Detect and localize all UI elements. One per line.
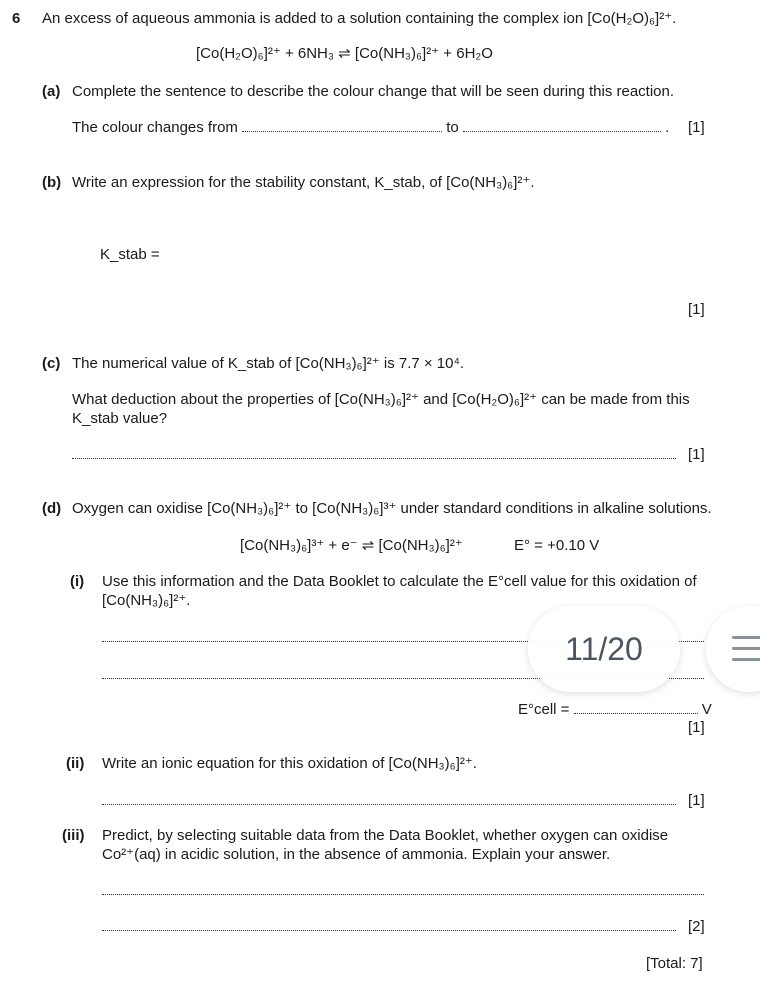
part-b-marks: [1] [688,301,705,318]
part-d-iii-line1: Predict, by selecting suitable data from the Data Booklet, whether oxygen can oxidise [102,827,669,844]
part-d-i-marks: [1] [688,719,705,736]
colour-sentence: The colour changes from to . [72,119,670,136]
part-d-i-line1: Use this information and the Data Booklet to calculate the E°cell value for this oxidation of [102,573,697,590]
sentence-start: The colour changes from [72,119,238,136]
part-a-label: (a) [42,83,61,100]
part-d-iii-line2: Co²⁺(aq) in acidic solution, in the absence of ammonia. Explain your answer. [102,846,611,863]
question-intro: An excess of aqueous ammonia is added to a solution containing the complex ion [Co(H₂O)₆]²⁺. [42,10,677,27]
part-a-text: Complete the sentence to describe the colour change that will be seen during this reaction. [72,83,675,100]
part-d-i-line2: [Co(NH₃)₆]²⁺. [102,592,191,609]
page-indicator: 11/20 [528,606,680,692]
standard-potential: E° = +0.10 V [514,537,600,554]
colour-from-answer-line[interactable] [242,119,442,132]
menu-icon [732,636,760,639]
colour-to-answer-line[interactable] [463,119,661,132]
part-d-ii-answer-line[interactable] [102,792,676,810]
part-d-ii-label: (ii) [66,755,85,772]
part-d-iii-answer-line-1[interactable] [102,882,704,900]
ecell-answer-line[interactable] [574,701,698,714]
part-a-marks: [1] [688,119,705,136]
part-d-text: Oxygen can oxidise [Co(NH₃)₆]²⁺ to [Co(NH₃)₆]³⁺ under standard conditions in alkaline solutions. [72,500,712,517]
ecell-label: E°cell = [518,701,570,718]
part-b-label: (b) [42,174,62,191]
part-c-answer-line[interactable] [72,446,676,464]
part-d-iii-answer-line-2[interactable] [102,918,676,936]
part-c-text: The numerical value of K_stab of [Co(NH₃)₆]²⁺ is 7.7 × 10⁴. [72,355,465,372]
part-b-text: Write an expression for the stability constant, K_stab, of [Co(NH₃)₆]²⁺. [72,174,535,191]
menu-button[interactable] [706,606,760,692]
part-d-iii-marks: [2] [688,918,705,935]
part-d-ii-text: Write an ionic equation for this oxidation of [Co(NH₃)₆]²⁺. [102,755,477,772]
part-c-label: (c) [42,355,61,372]
question-number: 6 [12,10,21,27]
part-d-ii-marks: [1] [688,792,705,809]
total-marks: [Total: 7] [646,955,703,972]
part-d-iii-label: (iii) [62,827,85,844]
part-d-i-label: (i) [70,573,85,590]
ecell-unit: V [701,701,712,718]
reaction-equation: [Co(H₂O)₆]²⁺ + 6NH₃ ⇌ [Co(NH₃)₆]²⁺ + 6H₂O [196,45,493,62]
part-c-question-line1: What deduction about the properties of [Co(NH₃)₆]²⁺ and [Co(H₂O)₆]²⁺ can be made from this [72,391,690,408]
part-d-label: (d) [42,500,62,517]
sentence-mid: to [446,119,459,136]
part-c-marks: [1] [688,446,705,463]
ecell-answer [518,701,712,719]
part-c-question-line2: K_stab value? [72,410,168,427]
half-equation: [Co(NH₃)₆]³⁺ + e⁻ ⇌ [Co(NH₃)₆]²⁺ [240,537,463,554]
kstab-label: K_stab = [100,246,160,263]
